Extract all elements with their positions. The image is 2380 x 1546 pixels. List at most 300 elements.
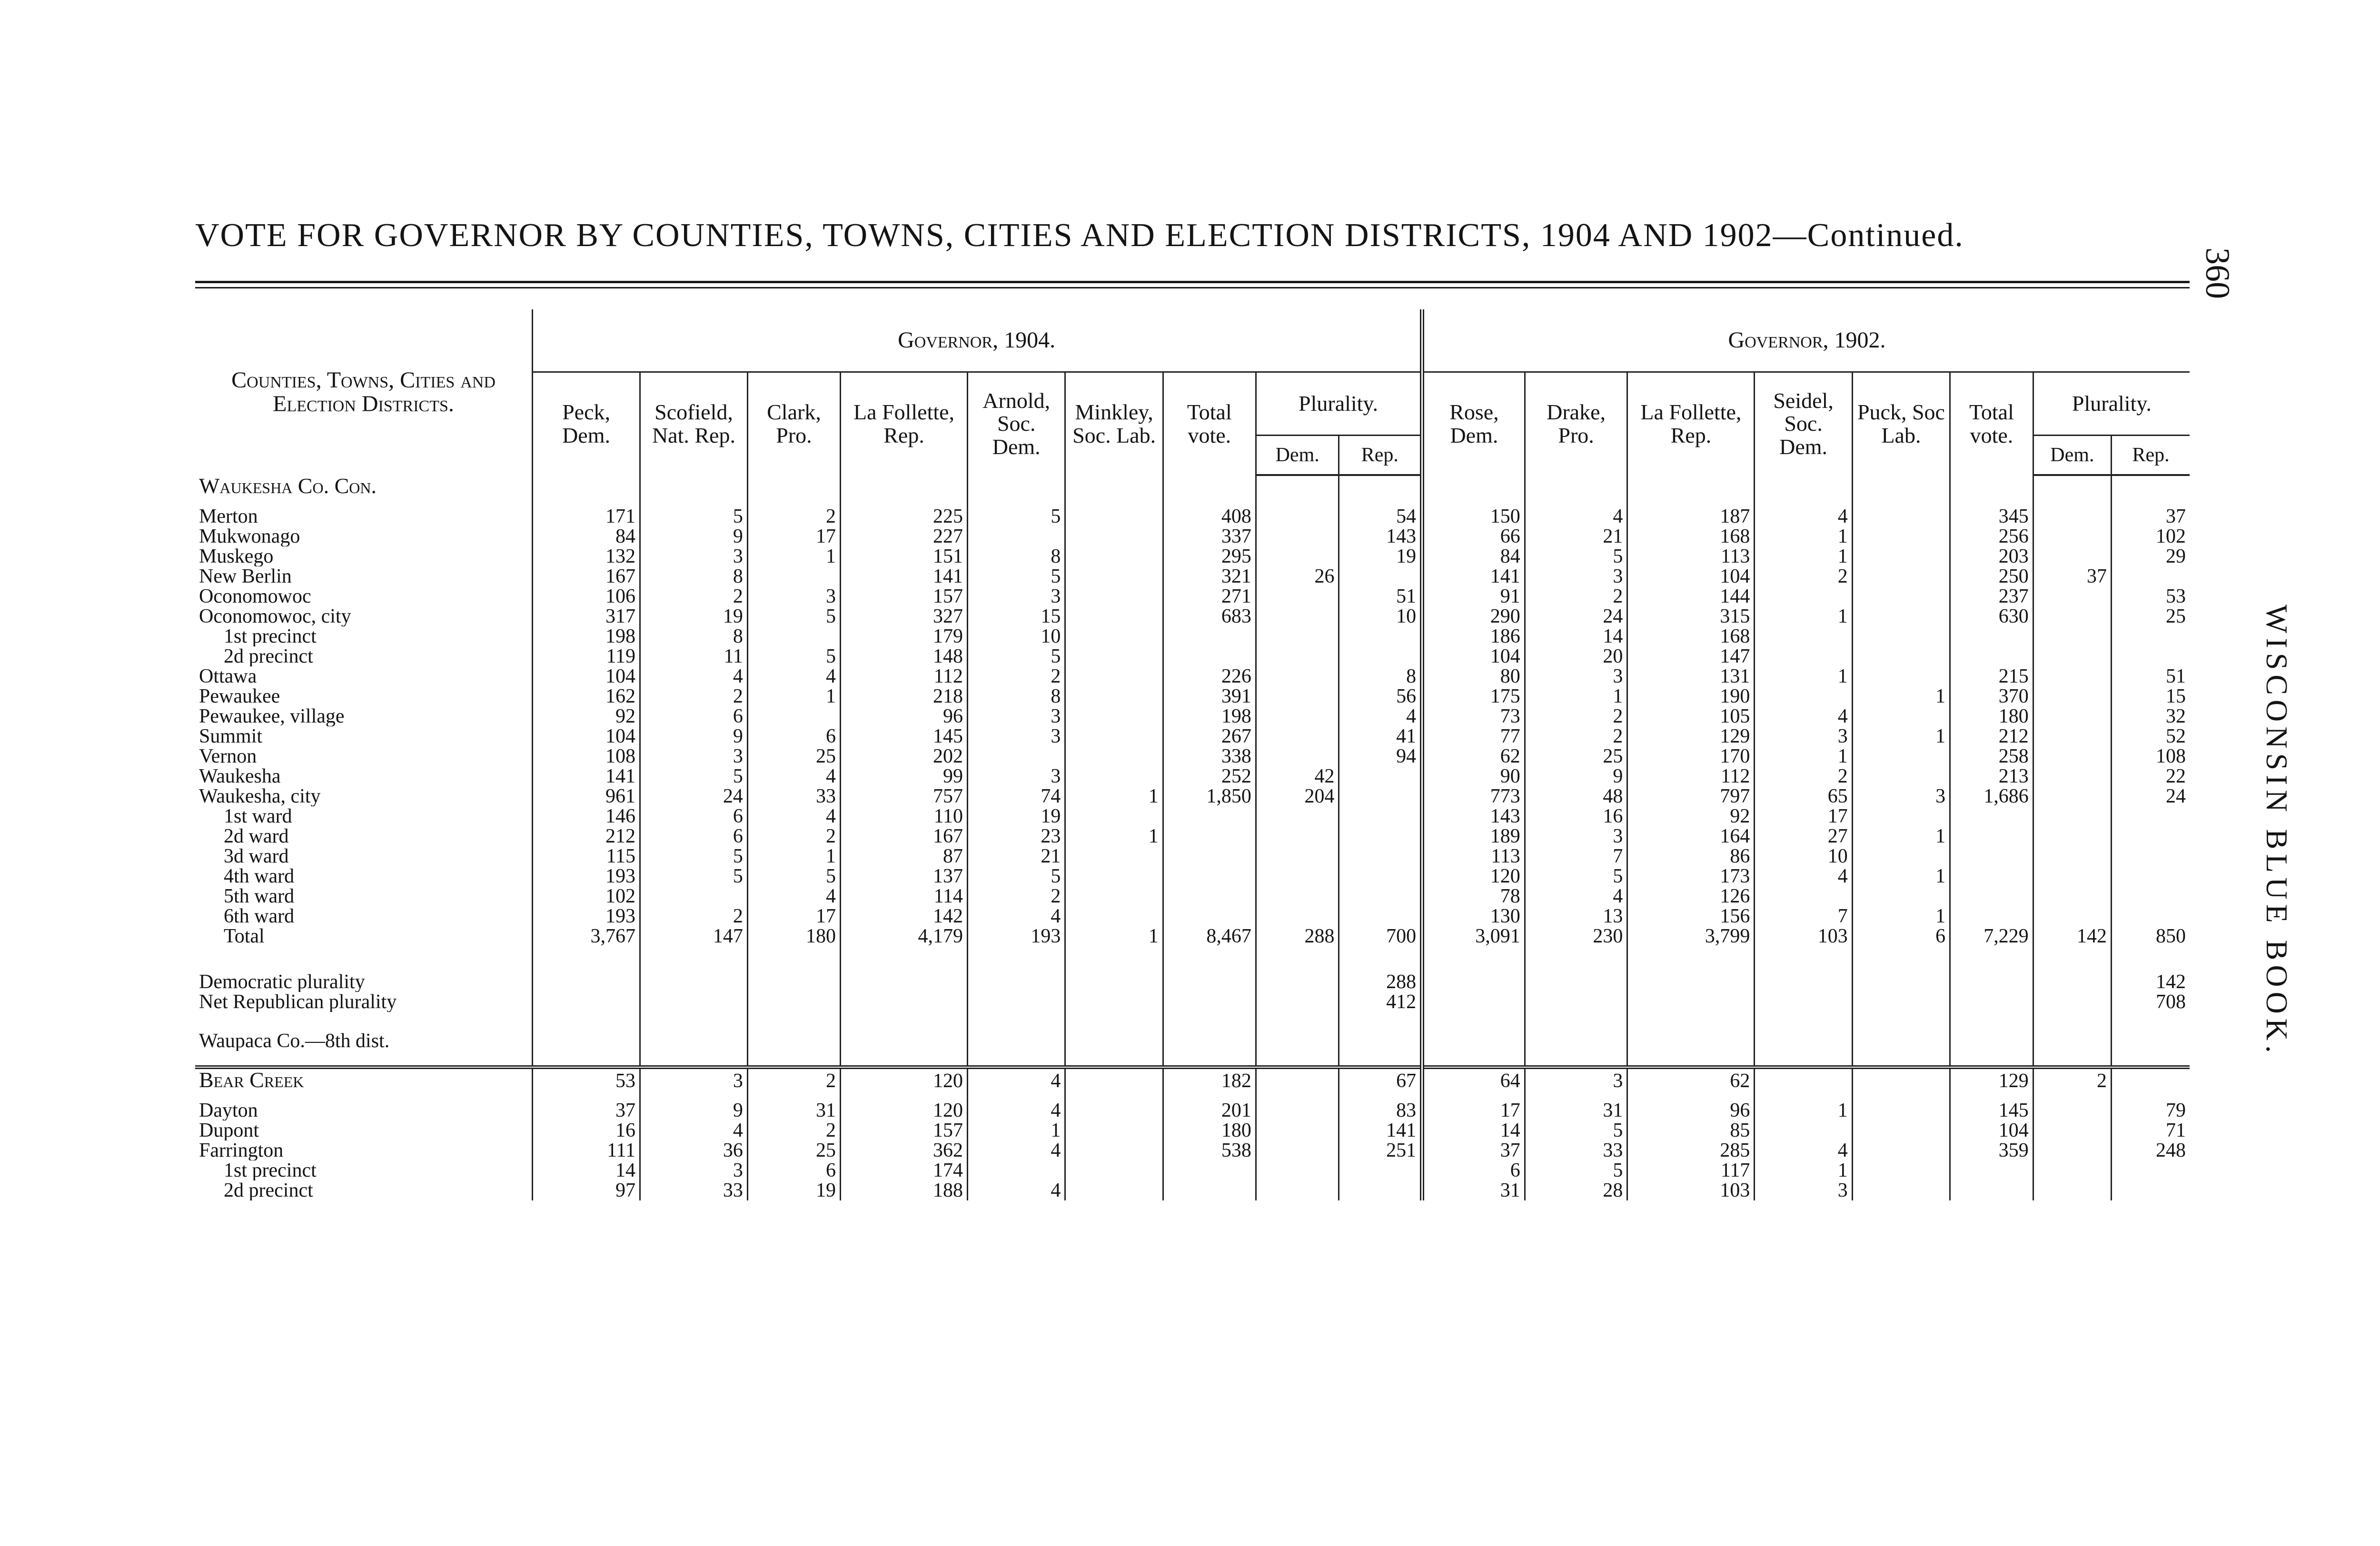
vote-cell: 6 (640, 806, 748, 826)
row-label: New Berlin (199, 566, 292, 586)
vote-cell (1852, 1180, 1950, 1200)
vote-cell: 3 (1525, 566, 1627, 586)
vote-cell (2112, 806, 2190, 826)
vote-cell (1852, 1091, 1950, 1120)
vote-cell: 8,467 (1163, 926, 1256, 946)
vote-cell: 193 (968, 926, 1065, 946)
vote-cell (2033, 992, 2111, 1012)
vote-cell: 79 (2112, 1091, 2190, 1120)
vote-cell (1256, 1120, 1339, 1140)
vote-cell: 25 (747, 746, 840, 766)
vote-cell: 3 (968, 766, 1065, 786)
vote-cell: 142 (2112, 965, 2190, 992)
vote-cell: 33 (747, 786, 840, 806)
vote-cell: 3 (640, 1160, 748, 1180)
vote-cell: 108 (533, 746, 640, 766)
vote-cell (1065, 886, 1163, 906)
vote-cell: 142 (841, 906, 968, 926)
vote-cell (841, 475, 968, 497)
vote-cell: 147 (640, 926, 748, 946)
vote-cell: 8 (640, 626, 748, 646)
vote-cell (1755, 646, 1852, 666)
vote-cell (2033, 546, 2111, 566)
vote-cell: 213 (1950, 766, 2033, 786)
vote-cell (2033, 886, 2111, 906)
vote-cell (1256, 666, 1339, 686)
row-label: Bear Creek (199, 1068, 304, 1091)
row-label: 1st precinct (224, 1160, 317, 1180)
vote-cell (1256, 606, 1339, 626)
vote-cell (1256, 1160, 1339, 1180)
vote-cell (2033, 846, 2111, 866)
vote-cell (1755, 886, 1852, 906)
vote-cell: 23 (968, 826, 1065, 846)
vote-cell (1339, 906, 1422, 926)
vote-cell: 3 (1525, 666, 1627, 686)
vote-cell (1065, 746, 1163, 766)
vote-cell: 5 (747, 866, 840, 886)
vote-cell (968, 965, 1065, 992)
vote-cell: 359 (1950, 1140, 2033, 1160)
county-row (195, 1067, 2190, 1091)
vote-cell: 150 (1422, 497, 1525, 526)
vote-cell: 24 (1525, 606, 1627, 626)
vote-cell: 13 (1525, 906, 1627, 926)
vote-cell: 1 (1852, 906, 1950, 926)
vote-cell: 1 (747, 546, 840, 566)
vote-cell (1950, 806, 2033, 826)
vote-cell: 1 (747, 846, 840, 866)
row-label: Merton (199, 505, 258, 526)
stub-header: Counties, Towns, Cities and Election Districts. (231, 367, 496, 416)
vote-cell: 111 (533, 1140, 640, 1160)
vote-cell: 204 (1256, 786, 1339, 806)
vote-cell (2033, 746, 2111, 766)
row-label: Dayton (199, 1100, 258, 1120)
vote-cell: 104 (533, 726, 640, 746)
vote-cell: 33 (1525, 1140, 1627, 1160)
vote-cell (1065, 706, 1163, 726)
vote-cell (1950, 646, 2033, 666)
row-label: Summit (199, 726, 263, 746)
table-row (195, 806, 2190, 826)
vote-cell: 2 (1755, 766, 1852, 786)
vote-cell: 2 (747, 1120, 840, 1140)
vote-cell: 538 (1163, 1140, 1256, 1160)
col-drake: Drake, Pro. (1525, 372, 1627, 476)
vote-cell (1163, 906, 1256, 926)
vote-cell (640, 1031, 748, 1051)
vote-cell: 630 (1950, 606, 2033, 626)
vote-cell: 19 (968, 806, 1065, 826)
vote-cell: 288 (1339, 965, 1422, 992)
table-row (195, 497, 2190, 526)
col-rep-1904: Rep. (1339, 436, 1422, 476)
vote-cell (1256, 965, 1339, 992)
vote-cell: 317 (533, 606, 640, 626)
vote-cell: 164 (1627, 826, 1755, 846)
vote-cell: 91 (1422, 586, 1525, 606)
vote-cell: 14 (1525, 626, 1627, 646)
vote-cell: 757 (841, 786, 968, 806)
vote-cell (747, 965, 840, 992)
vote-cell: 4 (747, 806, 840, 826)
vote-cell: 1 (1065, 786, 1163, 806)
vote-cell (2033, 497, 2111, 526)
vote-cell: 114 (841, 886, 968, 906)
vote-cell: 6 (640, 826, 748, 846)
vote-cell (1627, 475, 1755, 497)
vote-cell (1065, 1120, 1163, 1140)
vote-cell: 182 (1163, 1067, 1256, 1091)
vote-cell: 4 (747, 766, 840, 786)
vote-cell: 338 (1163, 746, 1256, 766)
page-number: 360 (2199, 248, 2237, 299)
table-row (195, 726, 2190, 746)
table-row (195, 646, 2190, 666)
vote-cell (1852, 1031, 1950, 1051)
vote-cell: 179 (841, 626, 968, 646)
vote-cell (1065, 606, 1163, 626)
vote-cell: 267 (1163, 726, 1256, 746)
table-row (195, 566, 2190, 586)
vote-cell (1755, 1031, 1852, 1051)
vote-cell: 108 (2112, 746, 2190, 766)
vote-cell: 4 (1339, 706, 1422, 726)
vote-cell: 1 (1755, 526, 1852, 546)
vote-cell: 408 (1163, 497, 1256, 526)
vote-cell: 86 (1627, 846, 1755, 866)
vote-cell (1852, 606, 1950, 626)
row-label: 4th ward (224, 866, 295, 886)
vote-cell (1256, 586, 1339, 606)
vote-cell (1627, 992, 1755, 1012)
vote-cell (1755, 626, 1852, 646)
vote-cell: 203 (1950, 546, 2033, 566)
vote-cell: 327 (841, 606, 968, 626)
col-dem-1904: Dem. (1256, 436, 1339, 476)
vote-cell: 157 (841, 1120, 968, 1140)
vote-cell: 1,850 (1163, 786, 1256, 806)
vote-cell (1065, 906, 1163, 926)
spacer-row (195, 1012, 2190, 1031)
vote-cell: 315 (1627, 606, 1755, 626)
vote-cell: 126 (1627, 886, 1755, 906)
table-row (195, 886, 2190, 906)
vote-cell: 4 (747, 666, 840, 686)
vote-cell: 773 (1422, 786, 1525, 806)
vote-cell (1163, 846, 1256, 866)
vote-cell: 295 (1163, 546, 1256, 566)
table-row (195, 546, 2190, 566)
vote-cell: 225 (841, 497, 968, 526)
vote-cell: 3 (1755, 726, 1852, 746)
vote-cell: 104 (1627, 566, 1755, 586)
table-row (195, 846, 2190, 866)
vote-cell (1256, 992, 1339, 1012)
vote-cell: 17 (747, 526, 840, 546)
vote-cell: 2 (640, 586, 748, 606)
vote-cell: 56 (1339, 686, 1422, 706)
vote-cell: 17 (1422, 1091, 1525, 1120)
row-label: Net Republican plurality (199, 992, 397, 1012)
vote-cell: 1 (1755, 606, 1852, 626)
vote-cell (1852, 806, 1950, 826)
vote-cell: 145 (841, 726, 968, 746)
vote-cell: 3 (747, 586, 840, 606)
vote-cell: 5 (1525, 866, 1627, 886)
vote-cell: 4 (968, 906, 1065, 926)
vote-cell: 2 (1525, 706, 1627, 726)
vote-cell (1256, 1031, 1339, 1051)
vote-cell (2112, 626, 2190, 646)
vote-cell: 170 (1627, 746, 1755, 766)
vote-cell: 21 (1525, 526, 1627, 546)
vote-cell (1163, 1160, 1256, 1180)
vote-cell (1256, 626, 1339, 646)
vote-cell: 129 (1627, 726, 1755, 746)
vote-cell: 120 (841, 1091, 968, 1120)
vote-cell (2112, 1180, 2190, 1200)
vote-cell: 2 (640, 906, 748, 926)
vote-cell: 4 (1525, 497, 1627, 526)
vote-cell (1256, 686, 1339, 706)
vote-cell: 8 (968, 546, 1065, 566)
vote-cell: 1 (1755, 546, 1852, 566)
vote-cell: 33 (640, 1180, 748, 1200)
col-rep-1902: Rep. (2112, 436, 2190, 476)
row-label: 1st ward (224, 806, 292, 826)
vote-cell: 1 (1755, 1160, 1852, 1180)
vote-cell (1852, 992, 1950, 1012)
vote-cell: 10 (1339, 606, 1422, 626)
table-row (195, 786, 2190, 806)
vote-cell: 9 (640, 526, 748, 546)
vote-cell: 186 (1422, 626, 1525, 646)
vote-cell (1852, 666, 1950, 686)
vote-cell: 120 (1422, 866, 1525, 886)
vote-cell (1852, 566, 1950, 586)
vote-cell: 173 (1627, 866, 1755, 886)
vote-cell (747, 475, 840, 497)
vote-cell: 143 (1422, 806, 1525, 826)
vote-cell: 4 (640, 666, 748, 686)
row-label: 5th ward (224, 886, 295, 906)
vote-cell (2033, 786, 2111, 806)
vote-cell (1852, 1067, 1950, 1091)
vote-cell (1256, 706, 1339, 726)
vote-cell: 26 (1256, 566, 1339, 586)
vote-cell: 148 (841, 646, 968, 666)
vote-cell (1256, 886, 1339, 906)
vote-cell: 285 (1627, 1140, 1755, 1160)
row-label: Oconomowoc (199, 586, 311, 606)
vote-cell: 175 (1422, 686, 1525, 706)
row-label: 1st precinct (224, 626, 317, 646)
vote-cell: 5 (1525, 546, 1627, 566)
vote-cell: 5 (1525, 1120, 1627, 1140)
vote-cell: 167 (841, 826, 968, 846)
vote-cell: 8 (968, 686, 1065, 706)
row-label: 6th ward (224, 906, 295, 926)
vote-cell: 5 (640, 846, 748, 866)
col-lafollette-1902: La Follette, Rep. (1627, 372, 1755, 476)
header-gov-1902: Governor, 1902. (1422, 309, 2190, 372)
vote-cell: 102 (533, 886, 640, 906)
vote-cell (1256, 746, 1339, 766)
vote-cell: 321 (1163, 566, 1256, 586)
vote-cell: 31 (1525, 1091, 1627, 1120)
vote-cell: 6 (1422, 1160, 1525, 1180)
vote-cell (1339, 646, 1422, 666)
vote-cell (2033, 606, 2111, 626)
vote-cell (1163, 626, 1256, 646)
vote-cell: 251 (1339, 1140, 1422, 1160)
vote-cell: 97 (533, 1180, 640, 1200)
vote-cell: 180 (747, 926, 840, 946)
table-row (195, 1160, 2190, 1180)
vote-cell: 25 (747, 1140, 840, 1160)
vote-cell (2112, 906, 2190, 926)
vote-cell (968, 1160, 1065, 1180)
vote-cell: 700 (1339, 926, 1422, 946)
vote-cell: 83 (1339, 1091, 1422, 1120)
vote-cell: 78 (1422, 886, 1525, 906)
col-scofield: Scofield, Nat. Rep. (640, 372, 748, 476)
vote-cell: 28 (1525, 1180, 1627, 1200)
vote-cell (747, 566, 840, 586)
vote-cell: 16 (533, 1120, 640, 1140)
vote-cell: 412 (1339, 992, 1422, 1012)
vote-cell (1950, 1160, 2033, 1180)
vote-cell: 27 (1755, 826, 1852, 846)
vote-cell: 41 (1339, 726, 1422, 746)
vote-cell (2033, 766, 2111, 786)
table-row (195, 666, 2190, 686)
vote-cell: 290 (1422, 606, 1525, 626)
vote-cell: 115 (533, 846, 640, 866)
vote-cell: 110 (841, 806, 968, 826)
vote-table (195, 309, 2190, 1200)
vote-cell (1755, 965, 1852, 992)
vote-cell: 132 (533, 546, 640, 566)
vote-cell: 14 (533, 1160, 640, 1180)
vote-cell: 167 (533, 566, 640, 586)
vote-cell (1065, 806, 1163, 826)
running-head: WISCONSIN BLUE BOOK. (2260, 605, 2294, 1058)
vote-cell: 32 (2112, 706, 2190, 726)
vote-cell: 4 (968, 1067, 1065, 1091)
vote-cell (1950, 965, 2033, 992)
vote-cell: 117 (1627, 1160, 1755, 1180)
col-arnold: Arnold, Soc. Dem. (968, 372, 1065, 476)
vote-cell: 708 (2112, 992, 2190, 1012)
vote-cell: 180 (1163, 1120, 1256, 1140)
vote-cell (968, 526, 1065, 546)
vote-cell (2033, 1160, 2111, 1180)
vote-cell (1256, 806, 1339, 826)
vote-cell: 11 (640, 646, 748, 666)
vote-cell: 48 (1525, 786, 1627, 806)
vote-cell: 96 (841, 706, 968, 726)
vote-cell: 31 (747, 1091, 840, 1120)
vote-cell: 37 (2033, 566, 2111, 586)
table-row (195, 1091, 2190, 1120)
vote-cell: 141 (533, 766, 640, 786)
vote-cell: 271 (1163, 586, 1256, 606)
vote-cell: 25 (1525, 746, 1627, 766)
table-row (195, 586, 2190, 606)
row-label: Total (224, 926, 265, 946)
row-label: 2d ward (224, 826, 289, 846)
vote-cell (968, 746, 1065, 766)
vote-cell: 37 (533, 1091, 640, 1120)
vote-cell (1065, 1140, 1163, 1160)
vote-cell (1163, 965, 1256, 992)
vote-cell: 5 (968, 566, 1065, 586)
vote-cell (1256, 826, 1339, 846)
vote-cell (1256, 906, 1339, 926)
vote-cell: 202 (841, 746, 968, 766)
vote-cell: 21 (968, 846, 1065, 866)
vote-cell (2033, 1120, 2111, 1140)
row-label: Ottawa (199, 666, 257, 686)
vote-cell: 71 (2112, 1120, 2190, 1140)
vote-cell: 188 (841, 1180, 968, 1200)
table-row (195, 1031, 2190, 1051)
vote-cell (1950, 826, 2033, 846)
vote-cell: 4 (1525, 886, 1627, 906)
vote-cell (1065, 666, 1163, 686)
vote-cell: 171 (533, 497, 640, 526)
vote-cell (2033, 526, 2111, 546)
vote-cell (1256, 546, 1339, 566)
vote-cell (747, 1031, 840, 1051)
row-label: Farrington (199, 1140, 284, 1160)
vote-cell (2112, 886, 2190, 906)
vote-cell (1065, 586, 1163, 606)
vote-cell: 144 (1627, 586, 1755, 606)
vote-cell: 2 (747, 497, 840, 526)
vote-cell (2112, 1067, 2190, 1091)
vote-cell (1256, 846, 1339, 866)
vote-cell: 67 (1339, 1067, 1422, 1091)
vote-cell (1627, 965, 1755, 992)
vote-cell (1525, 965, 1627, 992)
vote-cell: 362 (841, 1140, 968, 1160)
vote-cell (1950, 906, 2033, 926)
vote-cell: 4 (1755, 1140, 1852, 1160)
vote-cell (1339, 786, 1422, 806)
vote-cell (1852, 626, 1950, 646)
spacer-row (195, 946, 2190, 965)
vote-cell (2033, 475, 2111, 497)
vote-cell: 2 (1525, 726, 1627, 746)
vote-cell: 1 (1525, 686, 1627, 706)
vote-cell: 17 (1755, 806, 1852, 826)
vote-cell: 8 (1339, 666, 1422, 686)
vote-cell: 391 (1163, 686, 1256, 706)
vote-cell (1950, 992, 2033, 1012)
row-label: Oconomowoc, city (199, 606, 351, 626)
vote-cell: 112 (841, 666, 968, 686)
vote-cell (1852, 1140, 1950, 1160)
vote-cell: 25 (2112, 606, 2190, 626)
vote-cell: 288 (1256, 926, 1339, 946)
vote-cell: 5 (640, 766, 748, 786)
vote-cell (1256, 866, 1339, 886)
vote-cell (1525, 475, 1627, 497)
